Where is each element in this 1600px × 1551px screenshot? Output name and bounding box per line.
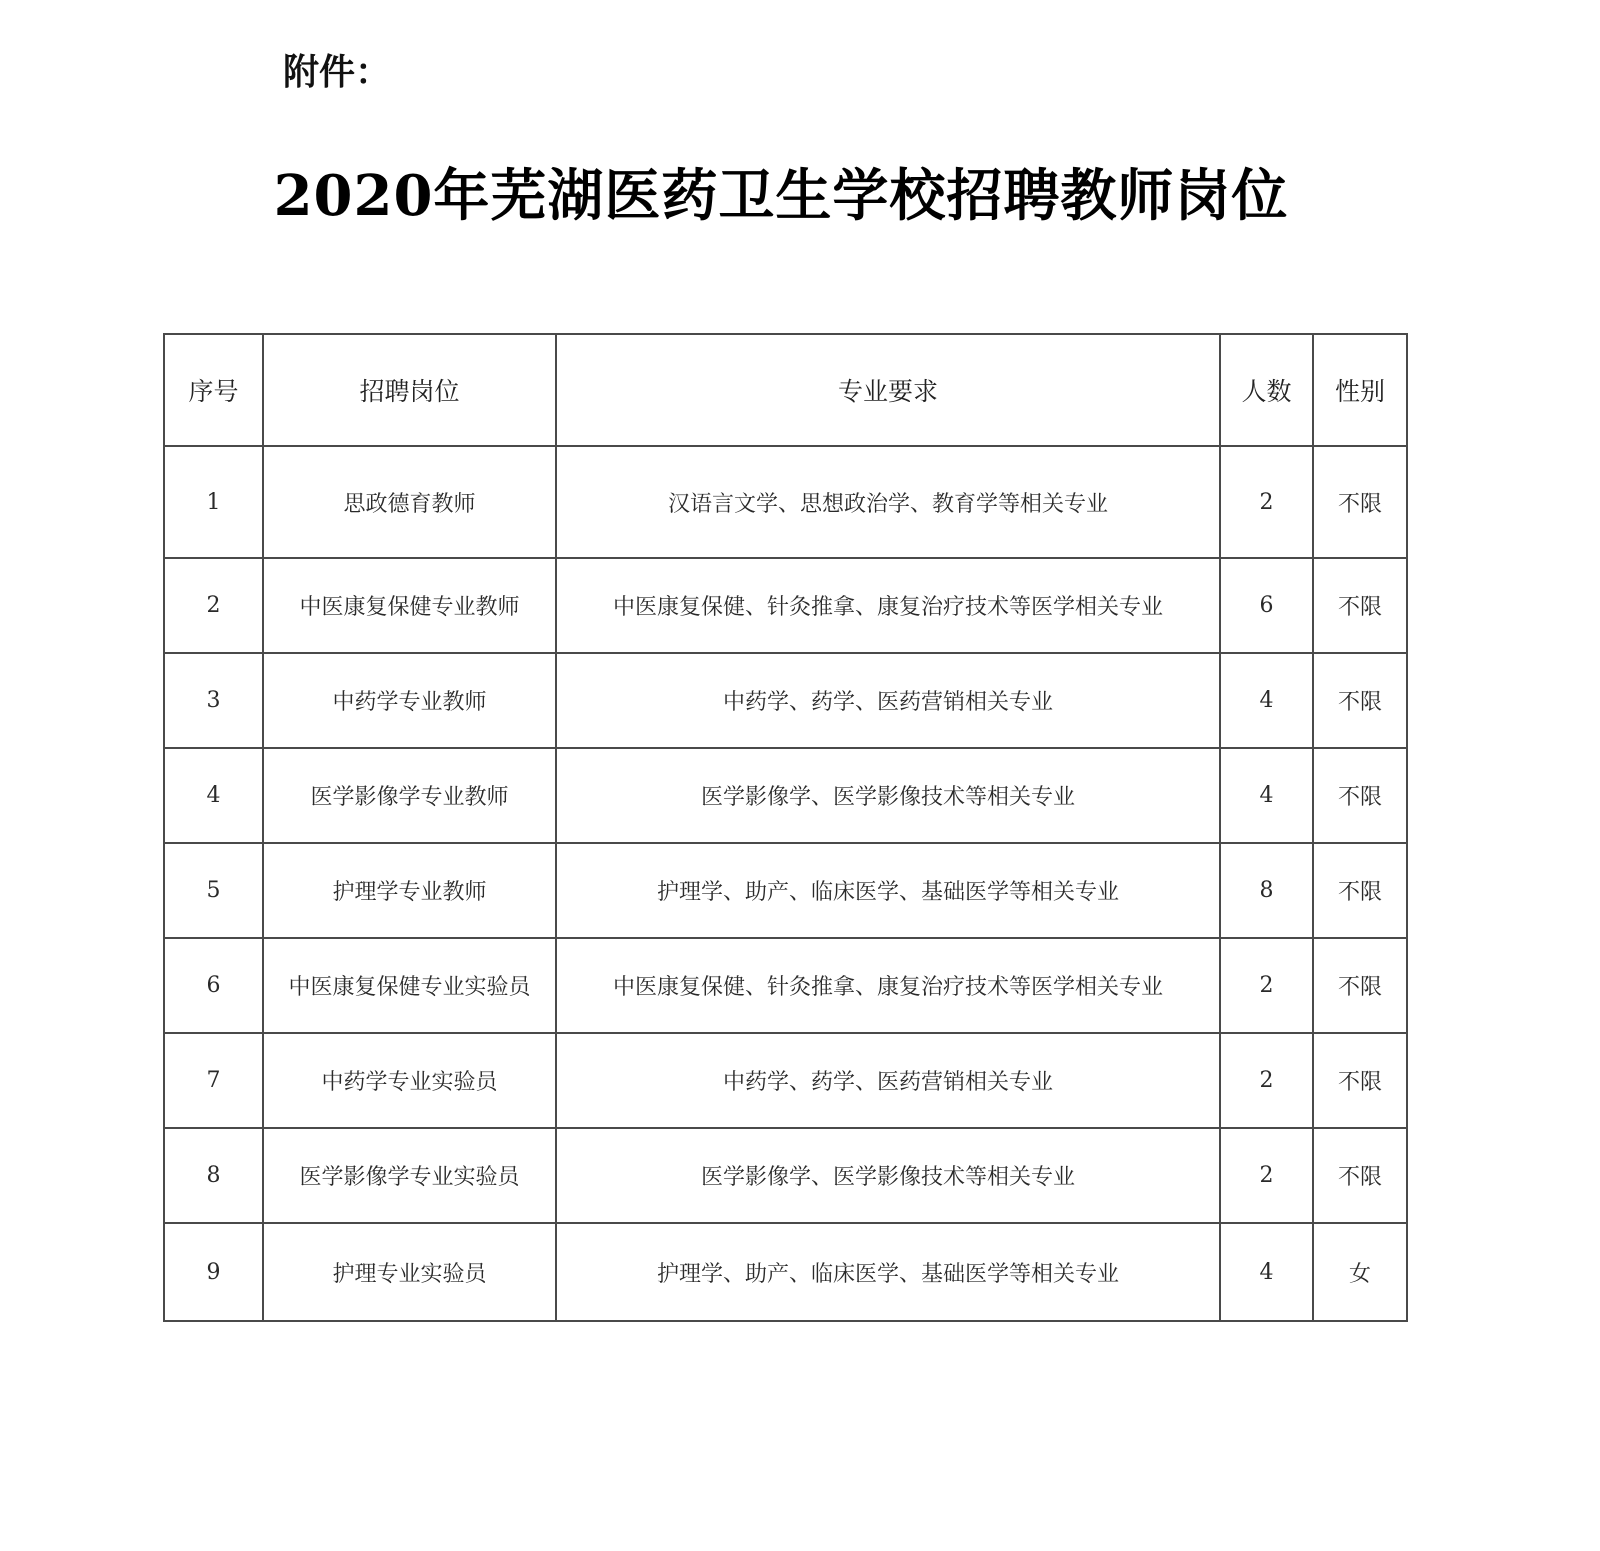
cell-count: 6 (1220, 558, 1313, 653)
table-row (164, 938, 1407, 1033)
cell-count: 8 (1220, 843, 1313, 938)
cell-gender: 不限 (1313, 1033, 1407, 1128)
table-row (164, 1128, 1407, 1223)
cell-position: 医学影像学专业实验员 (263, 1128, 556, 1223)
cell-count: 2 (1220, 938, 1313, 1033)
job-positions-table (163, 333, 1408, 1322)
table-header-row (164, 334, 1407, 446)
header-index: 序号 (164, 334, 263, 446)
cell-count: 2 (1220, 1033, 1313, 1128)
table-row (164, 843, 1407, 938)
table-row (164, 748, 1407, 843)
cell-index: 1 (164, 446, 263, 558)
cell-gender: 女 (1313, 1223, 1407, 1321)
cell-position: 中医康复保健专业实验员 (263, 938, 556, 1033)
cell-gender: 不限 (1313, 653, 1407, 748)
header-gender: 性别 (1313, 334, 1407, 446)
header-major: 专业要求 (556, 334, 1220, 446)
cell-major: 中医康复保健、针灸推拿、康复治疗技术等医学相关专业 (556, 558, 1220, 653)
cell-major: 中药学、药学、医药营销相关专业 (556, 653, 1220, 748)
cell-position: 中药学专业实验员 (263, 1033, 556, 1128)
cell-position: 护理学专业教师 (263, 843, 556, 938)
cell-index: 9 (164, 1223, 263, 1321)
cell-index: 7 (164, 1033, 263, 1128)
cell-count: 4 (1220, 748, 1313, 843)
cell-index: 8 (164, 1128, 263, 1223)
cell-major: 中医康复保健、针灸推拿、康复治疗技术等医学相关专业 (556, 938, 1220, 1033)
cell-position: 中药学专业教师 (263, 653, 556, 748)
table-row (164, 558, 1407, 653)
cell-gender: 不限 (1313, 938, 1407, 1033)
cell-major: 中药学、药学、医药营销相关专业 (556, 1033, 1220, 1128)
cell-gender: 不限 (1313, 843, 1407, 938)
cell-index: 3 (164, 653, 263, 748)
header-position: 招聘岗位 (263, 334, 556, 446)
header-count: 人数 (1220, 334, 1313, 446)
table-row (164, 653, 1407, 748)
table-row (164, 1033, 1407, 1128)
table-row (164, 446, 1407, 558)
cell-count: 4 (1220, 1223, 1313, 1321)
table-row (164, 1223, 1407, 1321)
cell-major: 护理学、助产、临床医学、基础医学等相关专业 (556, 843, 1220, 938)
cell-index: 6 (164, 938, 263, 1033)
cell-gender: 不限 (1313, 748, 1407, 843)
cell-position: 思政德育教师 (263, 446, 556, 558)
cell-count: 2 (1220, 1128, 1313, 1223)
cell-gender: 不限 (1313, 446, 1407, 558)
cell-count: 2 (1220, 446, 1313, 558)
cell-position: 中医康复保健专业教师 (263, 558, 556, 653)
document-title (0, 152, 1600, 232)
cell-gender: 不限 (1313, 1128, 1407, 1223)
cell-index: 2 (164, 558, 263, 653)
attachment-label: 附件： (283, 52, 392, 93)
cell-major: 医学影像学、医学影像技术等相关专业 (556, 748, 1220, 843)
cell-major: 汉语言文学、思想政治学、教育学等相关专业 (556, 446, 1220, 558)
cell-count: 4 (1220, 653, 1313, 748)
cell-position: 医学影像学专业教师 (263, 748, 556, 843)
title-text: 2020年芜湖医药卫生学校招聘教师岗位 (273, 163, 1289, 229)
cell-gender: 不限 (1313, 558, 1407, 653)
cell-index: 4 (164, 748, 263, 843)
cell-index: 5 (164, 843, 263, 938)
cell-position: 护理专业实验员 (263, 1223, 556, 1321)
cell-major: 护理学、助产、临床医学、基础医学等相关专业 (556, 1223, 1220, 1321)
cell-major: 医学影像学、医学影像技术等相关专业 (556, 1128, 1220, 1223)
